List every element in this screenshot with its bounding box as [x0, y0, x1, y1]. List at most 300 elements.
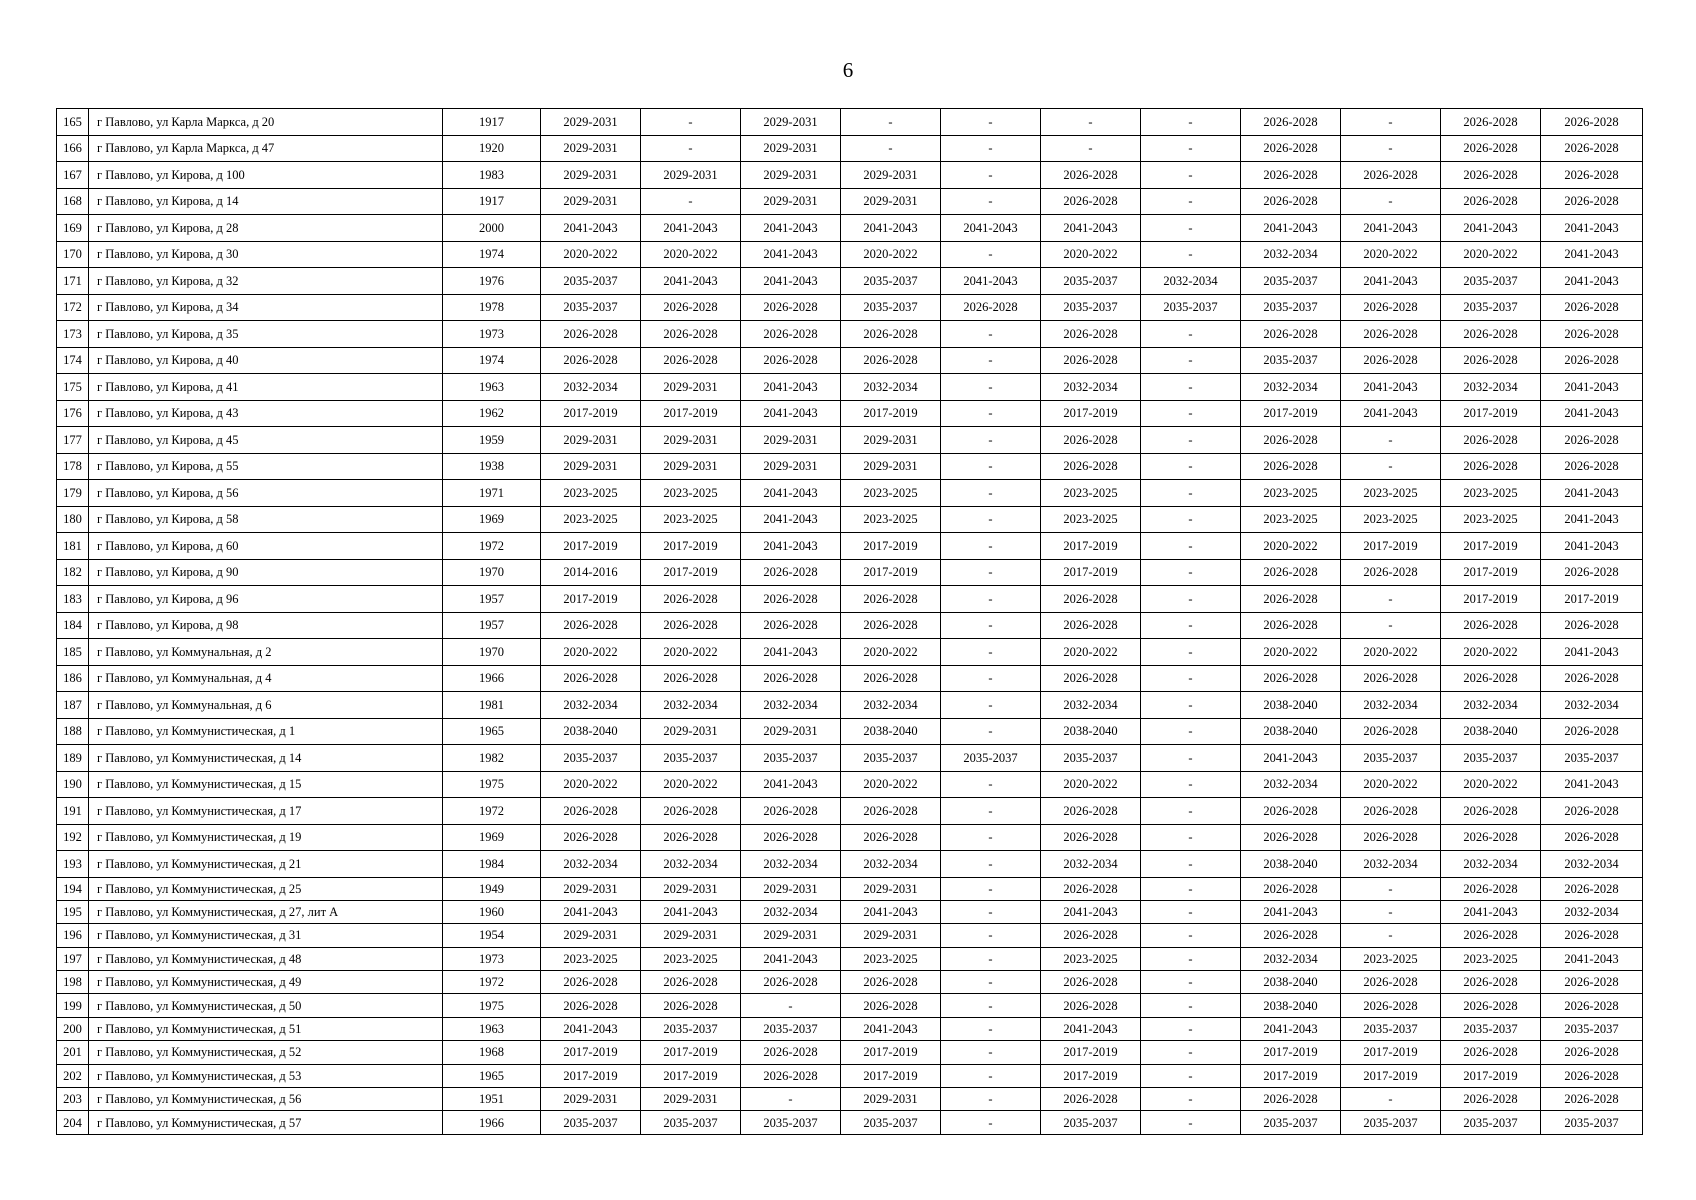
- row-number-cell: 202: [57, 1064, 89, 1087]
- year-cell: 1965: [443, 718, 541, 745]
- period-cell-7: -: [1141, 771, 1241, 798]
- row-number-cell: 184: [57, 612, 89, 639]
- year-cell: 1974: [443, 347, 541, 374]
- period-cell-2: 2023-2025: [641, 480, 741, 507]
- year-cell: 1974: [443, 241, 541, 268]
- period-cell-5: -: [941, 824, 1041, 851]
- period-cell-6: 2023-2025: [1041, 947, 1141, 970]
- period-cell-8: 2038-2040: [1241, 718, 1341, 745]
- period-cell-7: -: [1141, 692, 1241, 719]
- period-cell-5: 2035-2037: [941, 745, 1041, 772]
- period-cell-8: 2026-2028: [1241, 612, 1341, 639]
- period-cell-9: 2020-2022: [1341, 241, 1441, 268]
- period-cell-5: -: [941, 1017, 1041, 1040]
- period-cell-9: 2041-2043: [1341, 268, 1441, 295]
- period-cell-6: 2035-2037: [1041, 745, 1141, 772]
- address-cell: г Павлово, ул Коммунистическая, д 52: [89, 1041, 443, 1064]
- period-cell-9: 2026-2028: [1341, 347, 1441, 374]
- address-cell: г Павлово, ул Коммунистическая, д 15: [89, 771, 443, 798]
- period-cell-10: 2032-2034: [1441, 374, 1541, 401]
- period-cell-7: -: [1141, 1111, 1241, 1134]
- period-cell-7: -: [1141, 1041, 1241, 1064]
- period-cell-11: 2035-2037: [1541, 745, 1643, 772]
- address-cell: г Павлово, ул Кирова, д 90: [89, 559, 443, 586]
- period-cell-1: 2035-2037: [541, 268, 641, 295]
- period-cell-9: 2026-2028: [1341, 718, 1441, 745]
- period-cell-7: -: [1141, 453, 1241, 480]
- period-cell-10: 2020-2022: [1441, 771, 1541, 798]
- period-cell-8: 2026-2028: [1241, 135, 1341, 162]
- period-cell-5: 2041-2043: [941, 215, 1041, 242]
- period-cell-8: 2026-2028: [1241, 559, 1341, 586]
- row-number-cell: 166: [57, 135, 89, 162]
- row-number-cell: 200: [57, 1017, 89, 1040]
- address-cell: г Павлово, ул Коммунистическая, д 57: [89, 1111, 443, 1134]
- period-cell-11: 2026-2028: [1541, 824, 1643, 851]
- period-cell-5: -: [941, 851, 1041, 878]
- period-cell-2: 2017-2019: [641, 1064, 741, 1087]
- row-number-cell: 199: [57, 994, 89, 1017]
- period-cell-10: 2026-2028: [1441, 109, 1541, 136]
- period-cell-7: -: [1141, 374, 1241, 401]
- period-cell-3: 2029-2031: [741, 427, 841, 454]
- period-cell-8: 2026-2028: [1241, 586, 1341, 613]
- table-row: [57, 215, 1643, 242]
- period-cell-1: 2029-2031: [541, 188, 641, 215]
- address-cell: г Павлово, ул Кирова, д 43: [89, 400, 443, 427]
- table-row: [57, 453, 1643, 480]
- period-cell-11: 2026-2028: [1541, 665, 1643, 692]
- row-number-cell: 201: [57, 1041, 89, 1064]
- table-row: [57, 1088, 1643, 1111]
- period-cell-1: 2017-2019: [541, 400, 641, 427]
- row-number-cell: 165: [57, 109, 89, 136]
- period-cell-1: 2029-2031: [541, 135, 641, 162]
- period-cell-9: 2026-2028: [1341, 798, 1441, 825]
- row-number-cell: 204: [57, 1111, 89, 1134]
- period-cell-9: 2026-2028: [1341, 665, 1441, 692]
- period-cell-4: 2023-2025: [841, 506, 941, 533]
- table-row: [57, 612, 1643, 639]
- period-cell-8: 2041-2043: [1241, 1017, 1341, 1040]
- period-cell-1: 2026-2028: [541, 347, 641, 374]
- period-cell-8: 2035-2037: [1241, 347, 1341, 374]
- row-number-cell: 186: [57, 665, 89, 692]
- period-cell-3: 2041-2043: [741, 533, 841, 560]
- period-cell-10: 2026-2028: [1441, 877, 1541, 900]
- row-number-cell: 188: [57, 718, 89, 745]
- table-row: [57, 268, 1643, 295]
- period-cell-11: 2035-2037: [1541, 1111, 1643, 1134]
- period-cell-8: 2026-2028: [1241, 877, 1341, 900]
- row-number-cell: 191: [57, 798, 89, 825]
- period-cell-8: 2026-2028: [1241, 427, 1341, 454]
- table-row: [57, 1017, 1643, 1040]
- period-cell-8: 2035-2037: [1241, 294, 1341, 321]
- row-number-cell: 189: [57, 745, 89, 772]
- period-cell-6: 2017-2019: [1041, 400, 1141, 427]
- year-cell: 1970: [443, 559, 541, 586]
- table-row: [57, 400, 1643, 427]
- period-cell-7: -: [1141, 241, 1241, 268]
- table-row: [57, 559, 1643, 586]
- period-cell-10: 2026-2028: [1441, 347, 1541, 374]
- period-cell-6: 2032-2034: [1041, 692, 1141, 719]
- period-cell-9: 2026-2028: [1341, 824, 1441, 851]
- period-cell-2: -: [641, 135, 741, 162]
- period-cell-5: -: [941, 718, 1041, 745]
- year-cell: 1917: [443, 109, 541, 136]
- period-cell-7: -: [1141, 900, 1241, 923]
- table-row: [57, 294, 1643, 321]
- period-cell-4: 2041-2043: [841, 1017, 941, 1040]
- period-cell-3: 2041-2043: [741, 639, 841, 666]
- period-cell-10: 2026-2028: [1441, 188, 1541, 215]
- period-cell-11: 2026-2028: [1541, 971, 1643, 994]
- period-cell-4: 2035-2037: [841, 268, 941, 295]
- address-cell: г Павлово, ул Кирова, д 35: [89, 321, 443, 348]
- period-cell-2: 2035-2037: [641, 745, 741, 772]
- period-cell-2: 2032-2034: [641, 692, 741, 719]
- period-cell-1: 2041-2043: [541, 900, 641, 923]
- period-cell-11: 2035-2037: [1541, 1017, 1643, 1040]
- period-cell-1: 2029-2031: [541, 877, 641, 900]
- period-cell-4: 2029-2031: [841, 188, 941, 215]
- row-number-cell: 177: [57, 427, 89, 454]
- period-cell-3: 2035-2037: [741, 1017, 841, 1040]
- address-cell: г Павлово, ул Кирова, д 34: [89, 294, 443, 321]
- table-body: [57, 109, 1643, 1135]
- period-cell-9: 2032-2034: [1341, 692, 1441, 719]
- address-cell: г Павлово, ул Кирова, д 100: [89, 162, 443, 189]
- period-cell-5: -: [941, 109, 1041, 136]
- period-cell-5: 2026-2028: [941, 294, 1041, 321]
- row-number-cell: 167: [57, 162, 89, 189]
- period-cell-8: 2023-2025: [1241, 480, 1341, 507]
- period-cell-7: -: [1141, 612, 1241, 639]
- year-cell: 1962: [443, 400, 541, 427]
- period-cell-10: 2026-2028: [1441, 1088, 1541, 1111]
- period-cell-10: 2035-2037: [1441, 1017, 1541, 1040]
- table-row: [57, 162, 1643, 189]
- period-cell-10: 2026-2028: [1441, 798, 1541, 825]
- period-cell-3: 2032-2034: [741, 692, 841, 719]
- period-cell-2: 2026-2028: [641, 294, 741, 321]
- period-cell-2: 2035-2037: [641, 1017, 741, 1040]
- period-cell-9: 2035-2037: [1341, 1111, 1441, 1134]
- period-cell-5: -: [941, 480, 1041, 507]
- period-cell-4: -: [841, 109, 941, 136]
- period-cell-8: 2026-2028: [1241, 109, 1341, 136]
- period-cell-7: -: [1141, 1088, 1241, 1111]
- table-row: [57, 241, 1643, 268]
- period-cell-7: 2032-2034: [1141, 268, 1241, 295]
- period-cell-2: 2026-2028: [641, 994, 741, 1017]
- period-cell-8: 2020-2022: [1241, 533, 1341, 560]
- period-cell-11: 2041-2043: [1541, 215, 1643, 242]
- period-cell-9: 2026-2028: [1341, 321, 1441, 348]
- period-cell-8: 2032-2034: [1241, 374, 1341, 401]
- table-row: [57, 347, 1643, 374]
- period-cell-4: 2029-2031: [841, 1088, 941, 1111]
- period-cell-3: 2041-2043: [741, 241, 841, 268]
- period-cell-7: -: [1141, 665, 1241, 692]
- period-cell-9: 2026-2028: [1341, 559, 1441, 586]
- period-cell-3: 2026-2028: [741, 586, 841, 613]
- period-cell-5: -: [941, 162, 1041, 189]
- period-cell-5: -: [941, 1088, 1041, 1111]
- period-cell-7: -: [1141, 347, 1241, 374]
- period-cell-3: 2026-2028: [741, 1064, 841, 1087]
- period-cell-11: 2026-2028: [1541, 294, 1643, 321]
- period-cell-1: 2029-2031: [541, 427, 641, 454]
- period-cell-3: 2026-2028: [741, 665, 841, 692]
- period-cell-5: -: [941, 453, 1041, 480]
- period-cell-3: 2029-2031: [741, 924, 841, 947]
- period-cell-2: -: [641, 109, 741, 136]
- row-number-cell: 176: [57, 400, 89, 427]
- year-cell: 1949: [443, 877, 541, 900]
- table-row: [57, 692, 1643, 719]
- period-cell-5: -: [941, 241, 1041, 268]
- period-cell-2: 2026-2028: [641, 798, 741, 825]
- period-cell-1: 2026-2028: [541, 824, 641, 851]
- period-cell-4: 2038-2040: [841, 718, 941, 745]
- table-row: [57, 1064, 1643, 1087]
- period-cell-10: 2017-2019: [1441, 533, 1541, 560]
- address-cell: г Павлово, ул Коммунальная, д 6: [89, 692, 443, 719]
- address-cell: г Павлово, ул Коммунальная, д 4: [89, 665, 443, 692]
- period-cell-8: 2026-2028: [1241, 924, 1341, 947]
- period-cell-2: 2029-2031: [641, 453, 741, 480]
- period-cell-3: 2026-2028: [741, 798, 841, 825]
- period-cell-4: 2032-2034: [841, 851, 941, 878]
- period-cell-6: 2026-2028: [1041, 877, 1141, 900]
- period-cell-7: -: [1141, 559, 1241, 586]
- address-cell: г Павлово, ул Кирова, д 40: [89, 347, 443, 374]
- period-cell-6: 2023-2025: [1041, 506, 1141, 533]
- period-cell-6: 2041-2043: [1041, 1017, 1141, 1040]
- period-cell-11: 2026-2028: [1541, 924, 1643, 947]
- row-number-cell: 195: [57, 900, 89, 923]
- period-cell-8: 2026-2028: [1241, 1088, 1341, 1111]
- building-schedule-table: [56, 108, 1643, 1135]
- period-cell-1: 2032-2034: [541, 692, 641, 719]
- period-cell-10: 2032-2034: [1441, 692, 1541, 719]
- period-cell-7: -: [1141, 924, 1241, 947]
- table-row: [57, 188, 1643, 215]
- period-cell-2: 2029-2031: [641, 718, 741, 745]
- period-cell-11: 2041-2043: [1541, 241, 1643, 268]
- period-cell-11: 2026-2028: [1541, 559, 1643, 586]
- period-cell-6: 2041-2043: [1041, 900, 1141, 923]
- period-cell-1: 2026-2028: [541, 798, 641, 825]
- period-cell-2: 2020-2022: [641, 241, 741, 268]
- period-cell-5: -: [941, 347, 1041, 374]
- period-cell-4: 2017-2019: [841, 559, 941, 586]
- period-cell-2: -: [641, 188, 741, 215]
- year-cell: 1966: [443, 665, 541, 692]
- period-cell-10: 2026-2028: [1441, 135, 1541, 162]
- period-cell-1: 2029-2031: [541, 109, 641, 136]
- period-cell-4: 2017-2019: [841, 400, 941, 427]
- address-cell: г Павлово, ул Карла Маркса, д 47: [89, 135, 443, 162]
- period-cell-8: 2026-2028: [1241, 321, 1341, 348]
- period-cell-6: 2026-2028: [1041, 665, 1141, 692]
- period-cell-9: -: [1341, 1088, 1441, 1111]
- period-cell-8: 2038-2040: [1241, 971, 1341, 994]
- period-cell-2: 2017-2019: [641, 400, 741, 427]
- period-cell-10: 2026-2028: [1441, 321, 1541, 348]
- period-cell-6: -: [1041, 135, 1141, 162]
- table-row: [57, 639, 1643, 666]
- period-cell-3: 2026-2028: [741, 347, 841, 374]
- period-cell-5: -: [941, 135, 1041, 162]
- period-cell-6: 2026-2028: [1041, 1088, 1141, 1111]
- year-cell: 1971: [443, 480, 541, 507]
- period-cell-11: 2026-2028: [1541, 994, 1643, 1017]
- period-cell-11: 2026-2028: [1541, 718, 1643, 745]
- row-number-cell: 170: [57, 241, 89, 268]
- period-cell-9: -: [1341, 924, 1441, 947]
- period-cell-6: 2026-2028: [1041, 188, 1141, 215]
- period-cell-6: -: [1041, 109, 1141, 136]
- row-number-cell: 168: [57, 188, 89, 215]
- period-cell-7: -: [1141, 877, 1241, 900]
- address-cell: г Павлово, ул Коммунистическая, д 17: [89, 798, 443, 825]
- period-cell-4: 2032-2034: [841, 374, 941, 401]
- period-cell-8: 2038-2040: [1241, 994, 1341, 1017]
- period-cell-2: 2023-2025: [641, 506, 741, 533]
- period-cell-6: 2017-2019: [1041, 559, 1141, 586]
- period-cell-4: 2029-2031: [841, 877, 941, 900]
- address-cell: г Павлово, ул Кирова, д 55: [89, 453, 443, 480]
- address-cell: г Павлово, ул Кирова, д 96: [89, 586, 443, 613]
- period-cell-9: 2026-2028: [1341, 994, 1441, 1017]
- year-cell: 1983: [443, 162, 541, 189]
- year-cell: 1969: [443, 824, 541, 851]
- year-cell: 1938: [443, 453, 541, 480]
- period-cell-4: 2026-2028: [841, 824, 941, 851]
- year-cell: 1966: [443, 1111, 541, 1134]
- period-cell-2: 2029-2031: [641, 374, 741, 401]
- address-cell: г Павлово, ул Коммунистическая, д 50: [89, 994, 443, 1017]
- period-cell-7: -: [1141, 215, 1241, 242]
- period-cell-7: 2035-2037: [1141, 294, 1241, 321]
- period-cell-9: -: [1341, 135, 1441, 162]
- address-cell: г Павлово, ул Коммунистическая, д 19: [89, 824, 443, 851]
- table-row: [57, 771, 1643, 798]
- year-cell: 1951: [443, 1088, 541, 1111]
- period-cell-9: -: [1341, 586, 1441, 613]
- period-cell-6: 2020-2022: [1041, 639, 1141, 666]
- period-cell-1: 2020-2022: [541, 241, 641, 268]
- period-cell-11: 2026-2028: [1541, 427, 1643, 454]
- period-cell-2: 2026-2028: [641, 665, 741, 692]
- period-cell-6: 2020-2022: [1041, 241, 1141, 268]
- year-cell: 1973: [443, 947, 541, 970]
- period-cell-5: -: [941, 533, 1041, 560]
- period-cell-11: 2026-2028: [1541, 347, 1643, 374]
- period-cell-7: -: [1141, 135, 1241, 162]
- period-cell-3: 2026-2028: [741, 559, 841, 586]
- period-cell-4: 2026-2028: [841, 347, 941, 374]
- period-cell-3: 2026-2028: [741, 612, 841, 639]
- period-cell-11: 2032-2034: [1541, 851, 1643, 878]
- period-cell-9: -: [1341, 877, 1441, 900]
- table-row: [57, 506, 1643, 533]
- address-cell: г Павлово, ул Коммунистическая, д 56: [89, 1088, 443, 1111]
- address-cell: г Павлово, ул Коммунистическая, д 21: [89, 851, 443, 878]
- period-cell-10: 2035-2037: [1441, 745, 1541, 772]
- address-cell: г Павлово, ул Коммунистическая, д 1: [89, 718, 443, 745]
- period-cell-8: 2035-2037: [1241, 1111, 1341, 1134]
- year-cell: 1957: [443, 586, 541, 613]
- period-cell-4: 2035-2037: [841, 1111, 941, 1134]
- period-cell-9: 2035-2037: [1341, 1017, 1441, 1040]
- period-cell-5: -: [941, 506, 1041, 533]
- address-cell: г Павлово, ул Кирова, д 56: [89, 480, 443, 507]
- period-cell-2: 2041-2043: [641, 215, 741, 242]
- period-cell-3: -: [741, 994, 841, 1017]
- period-cell-4: 2035-2037: [841, 745, 941, 772]
- period-cell-5: -: [941, 639, 1041, 666]
- period-cell-11: 2041-2043: [1541, 771, 1643, 798]
- period-cell-1: 2014-2016: [541, 559, 641, 586]
- period-cell-5: -: [941, 427, 1041, 454]
- period-cell-9: 2041-2043: [1341, 400, 1441, 427]
- period-cell-3: 2026-2028: [741, 1041, 841, 1064]
- period-cell-2: 2029-2031: [641, 877, 741, 900]
- period-cell-11: 2041-2043: [1541, 268, 1643, 295]
- period-cell-8: 2041-2043: [1241, 745, 1341, 772]
- period-cell-9: 2026-2028: [1341, 162, 1441, 189]
- period-cell-1: 2017-2019: [541, 533, 641, 560]
- table-row: [57, 665, 1643, 692]
- period-cell-3: 2029-2031: [741, 188, 841, 215]
- period-cell-7: -: [1141, 851, 1241, 878]
- period-cell-7: -: [1141, 639, 1241, 666]
- table-row: [57, 971, 1643, 994]
- period-cell-6: 2032-2034: [1041, 374, 1141, 401]
- year-cell: 1978: [443, 294, 541, 321]
- period-cell-7: -: [1141, 798, 1241, 825]
- period-cell-5: -: [941, 188, 1041, 215]
- period-cell-4: 2026-2028: [841, 798, 941, 825]
- period-cell-8: 2032-2034: [1241, 771, 1341, 798]
- period-cell-6: 2017-2019: [1041, 1041, 1141, 1064]
- period-cell-4: 2029-2031: [841, 453, 941, 480]
- address-cell: г Павлово, ул Коммунистическая, д 48: [89, 947, 443, 970]
- period-cell-9: 2035-2037: [1341, 745, 1441, 772]
- period-cell-10: 2026-2028: [1441, 453, 1541, 480]
- period-cell-5: -: [941, 692, 1041, 719]
- period-cell-4: -: [841, 135, 941, 162]
- period-cell-1: 2035-2037: [541, 294, 641, 321]
- year-cell: 1965: [443, 1064, 541, 1087]
- address-cell: г Павлово, ул Коммунистическая, д 14: [89, 745, 443, 772]
- period-cell-2: 2026-2028: [641, 586, 741, 613]
- period-cell-5: -: [941, 586, 1041, 613]
- period-cell-9: -: [1341, 188, 1441, 215]
- period-cell-7: -: [1141, 947, 1241, 970]
- row-number-cell: 185: [57, 639, 89, 666]
- period-cell-4: 2026-2028: [841, 321, 941, 348]
- period-cell-11: 2041-2043: [1541, 947, 1643, 970]
- period-cell-9: 2017-2019: [1341, 533, 1441, 560]
- period-cell-2: 2026-2028: [641, 971, 741, 994]
- table-row: [57, 135, 1643, 162]
